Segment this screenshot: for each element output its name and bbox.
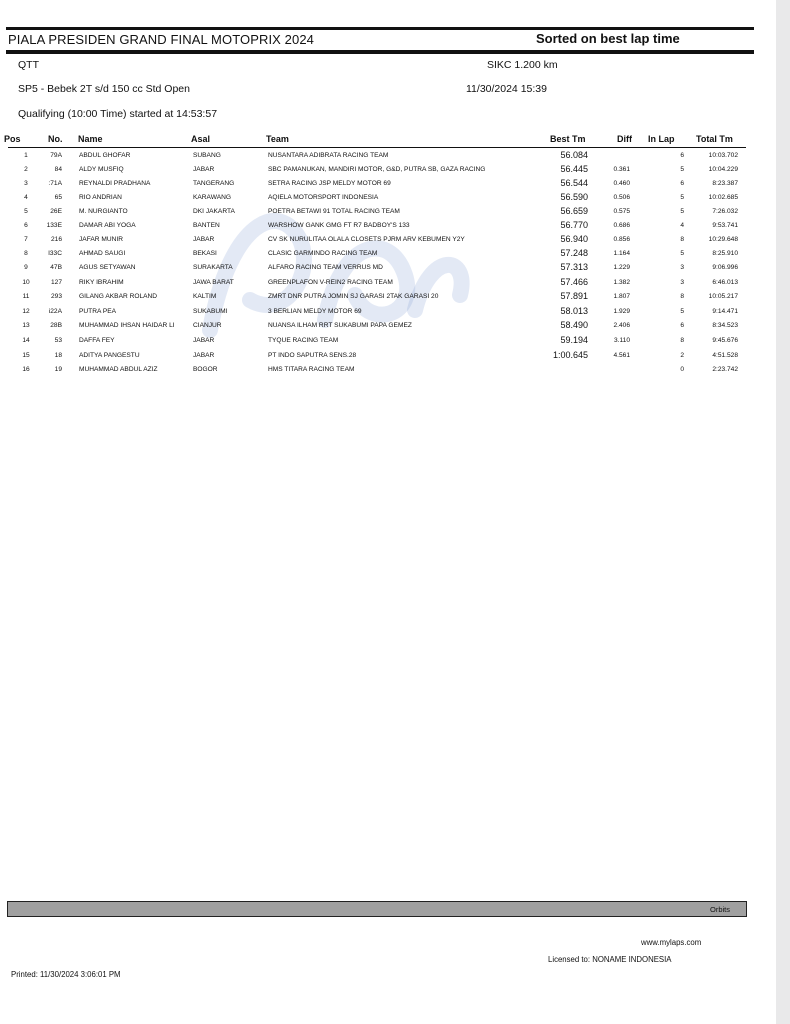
cell-best: 56.544 <box>560 178 588 188</box>
cell-pos: 15 <box>22 352 30 359</box>
cell-diff: 1.164 <box>613 250 630 257</box>
table-row <box>0 320 760 334</box>
cell-name: PUTRA PEA <box>79 308 117 315</box>
top-rule <box>6 27 754 30</box>
cell-name: JAFAR MUNIR <box>79 236 123 243</box>
sort-label: Sorted on best lap time <box>536 31 680 46</box>
cell-team: GREENPLAFON V-REIN2 RACING TEAM <box>268 279 393 286</box>
cell-best: 57.466 <box>560 277 588 287</box>
cell-no: i22A <box>48 308 62 315</box>
cell-asal: JABAR <box>193 236 215 243</box>
cell-total: 9:45.676 <box>712 337 738 344</box>
cell-inlap: 8 <box>680 337 684 344</box>
cell-name: MUHAMMAD IHSAN HAIDAR LI <box>79 322 175 329</box>
cell-diff: 1.929 <box>613 308 630 315</box>
cell-name: DAFFA FEY <box>79 337 115 344</box>
cell-no: 65 <box>54 194 62 201</box>
cell-best: 57.248 <box>560 248 588 258</box>
cell-no: 47B <box>50 264 62 271</box>
cell-total: 8:34.523 <box>712 322 738 329</box>
cell-name: RIO ANDRIAN <box>79 194 122 201</box>
cell-name: ALDY MUSFIQ <box>79 166 124 173</box>
cell-team: SETRA RACING JSP MELDY MOTOR 69 <box>268 180 391 187</box>
cell-name: M. NURGIANTO <box>79 208 128 215</box>
cell-inlap: 4 <box>680 222 684 229</box>
printed-text: Printed: 11/30/2024 3:06:01 PM <box>11 970 121 979</box>
cell-team: SBC PAMANUKAN, MANDIRI MOTOR, G&D, PUTRA SB, GAZA RACING <box>268 166 486 173</box>
cell-team: ALFARO RACING TEAM VERRUS MD <box>268 264 383 271</box>
table-row <box>0 192 760 206</box>
cell-pos: 11 <box>22 293 30 300</box>
col-header-name: Name <box>78 134 103 144</box>
table-header-line <box>8 147 746 148</box>
cell-name: ADITYA PANGESTU <box>79 352 140 359</box>
license-text: Licensed to: NONAME INDONESIA <box>548 955 672 964</box>
cell-asal: SUKABUMI <box>193 308 228 315</box>
cell-name: MUHAMMAD ABDUL AZIZ <box>79 366 158 373</box>
cell-asal: JABAR <box>193 166 215 173</box>
table-row <box>0 220 760 234</box>
cell-inlap: 3 <box>680 279 684 286</box>
cell-pos: 13 <box>22 322 30 329</box>
cell-best: 56.445 <box>560 164 588 174</box>
cell-asal: BANTEN <box>193 222 220 229</box>
cell-name: REYNALDI PRADHANA <box>79 180 151 187</box>
class-name: SP5 - Bebek 2T s/d 150 cc Std Open <box>18 83 190 95</box>
cell-pos: 14 <box>22 337 30 344</box>
cell-inlap: 6 <box>680 152 684 159</box>
cell-diff: 0.575 <box>613 208 630 215</box>
cell-best: 56.590 <box>560 192 588 202</box>
cell-no: I33C <box>48 250 62 257</box>
cell-asal: JABAR <box>193 352 215 359</box>
cell-total: 2:23.742 <box>712 366 738 373</box>
cell-inlap: 5 <box>680 166 684 173</box>
cell-diff: 1.229 <box>613 264 630 271</box>
table-row <box>0 306 760 320</box>
cell-asal: CIANJUR <box>193 322 222 329</box>
cell-name: ABDUL GHOFAR <box>79 152 131 159</box>
cell-diff: 2.406 <box>613 322 630 329</box>
cell-asal: JAWA BARAT <box>193 279 234 286</box>
cell-no: 26E <box>50 208 62 215</box>
cell-diff: 0.361 <box>613 166 630 173</box>
cell-name: RIKY IBRAHIM <box>79 279 124 286</box>
cell-best: 56.770 <box>560 220 588 230</box>
cell-inlap: 2 <box>680 352 684 359</box>
col-header-total: Total Tm <box>696 134 733 144</box>
table-row <box>0 248 760 262</box>
cell-inlap: 8 <box>680 236 684 243</box>
col-header-diff: Diff <box>617 134 632 144</box>
cell-best: 58.490 <box>560 320 588 330</box>
cell-no: 293 <box>50 293 62 300</box>
website-link[interactable]: www.mylaps.com <box>641 938 702 947</box>
cell-asal: KALTIM <box>193 293 217 300</box>
table-row <box>0 364 760 378</box>
table-row <box>0 335 760 349</box>
cell-no: 127 <box>50 279 62 286</box>
cell-asal: TANGERANG <box>193 180 235 187</box>
cell-no: 79A <box>50 152 62 159</box>
cell-pos: 12 <box>22 308 30 315</box>
cell-name: DAMAR ABI YOGA <box>79 222 136 229</box>
cell-diff: 0.686 <box>613 222 630 229</box>
cell-total: 9:14.471 <box>712 308 738 315</box>
cell-asal: SURAKARTA <box>193 264 233 271</box>
table-row <box>0 206 760 220</box>
cell-best: 57.891 <box>560 291 588 301</box>
cell-team: WARSHOW GANK GMG FT R7 BADBOY'S 133 <box>268 222 410 229</box>
cell-pos: 3 <box>24 180 28 187</box>
cell-inlap: 6 <box>680 322 684 329</box>
cell-total: 9:06.996 <box>712 264 738 271</box>
footer-bar-label: Orbits <box>709 905 730 914</box>
cell-best: 59.194 <box>560 335 588 345</box>
table-row <box>0 234 760 248</box>
cell-pos: 1 <box>24 152 28 159</box>
cell-diff: 0.856 <box>613 236 630 243</box>
cell-no: 28B <box>50 322 62 329</box>
table-row <box>0 178 760 192</box>
cell-pos: 16 <box>22 366 30 373</box>
cell-name: AGUS SETYAWAN <box>79 264 136 271</box>
table-row <box>0 291 760 305</box>
cell-pos: 5 <box>24 208 28 215</box>
cell-team: ZMRT DNR PUTRA JOMIN SJ GARASI 2TAK GARASI 20 <box>268 293 439 300</box>
cell-total: 10:03.702 <box>708 152 738 159</box>
cell-team: TYQUE RACING TEAM <box>268 337 339 344</box>
cell-no: 84 <box>54 166 62 173</box>
cell-best: 56.084 <box>560 150 588 160</box>
cell-name: AHMAD SAUGI <box>79 250 126 257</box>
session-info: Qualifying (10:00 Time) started at 14:53:57 <box>18 108 218 120</box>
cell-pos: 2 <box>24 166 28 173</box>
col-header-inlap: In Lap <box>648 134 675 144</box>
cell-total: 10:04.229 <box>708 166 738 173</box>
cell-total: 8:25.910 <box>712 250 738 257</box>
cell-total: 10:02.685 <box>708 194 738 201</box>
cell-diff: 3.110 <box>613 337 630 344</box>
cell-team: NUSANTARA ADIBRATA RACING TEAM <box>268 152 389 159</box>
cell-asal: KARAWANG <box>193 194 231 201</box>
col-header-asal: Asal <box>191 134 211 144</box>
cell-asal: SUBANG <box>193 152 221 159</box>
table-row <box>0 350 760 364</box>
cell-asal: BOGOR <box>193 366 218 373</box>
cell-pos: 7 <box>24 236 28 243</box>
cell-total: 7:26.032 <box>712 208 738 215</box>
col-header-pos: Pos <box>4 134 21 144</box>
col-header-team: Team <box>266 134 289 144</box>
cell-inlap: 5 <box>680 308 684 315</box>
cell-asal: JABAR <box>193 337 215 344</box>
col-header-best: Best Tm <box>550 134 586 144</box>
cell-diff: 4.561 <box>613 352 630 359</box>
cell-pos: 9 <box>24 264 28 271</box>
col-header-no: No. <box>48 134 63 144</box>
cell-team: CV SK NURULITAA OLALA CLOSETS PJRM ARV KEBUMEN Y2Y <box>268 236 465 243</box>
table-row <box>0 277 760 291</box>
cell-team: NUANSA ILHAM RRT SUKABUMI PAPA GEMEZ <box>268 322 412 329</box>
header-rule <box>6 50 754 54</box>
cell-inlap: 5 <box>680 250 684 257</box>
cell-team: AQIELA MOTORSPORT INDONESIA <box>268 194 379 201</box>
cell-asal: BEKASI <box>193 250 217 257</box>
cell-no: 19 <box>54 366 62 373</box>
cell-name: GILANG AKBAR ROLAND <box>79 293 158 300</box>
cell-total: 10:05.217 <box>708 293 738 300</box>
cell-asal: DKI JAKARTA <box>193 208 235 215</box>
cell-best: 58.013 <box>560 306 588 316</box>
cell-best: 56.940 <box>560 234 588 244</box>
cell-inlap: 5 <box>680 194 684 201</box>
cell-pos: 4 <box>24 194 28 201</box>
cell-inlap: 3 <box>680 264 684 271</box>
circuit-info: SIKC 1.200 km <box>487 59 558 71</box>
event-title: PIALA PRESIDEN GRAND FINAL MOTOPRIX 2024 <box>8 32 314 47</box>
cell-no: 18 <box>54 352 62 359</box>
cell-inlap: 0 <box>680 366 684 373</box>
cell-diff: 1.382 <box>613 279 630 286</box>
table-row <box>0 262 760 276</box>
footer-bar <box>7 901 747 917</box>
cell-diff: 1.807 <box>613 293 630 300</box>
cell-team: CLASIC GARMINDO RACING TEAM <box>268 250 378 257</box>
cell-pos: 6 <box>24 222 28 229</box>
report-date-time: 11/30/2024 15:39 <box>466 83 547 95</box>
cell-no: 216 <box>50 236 62 243</box>
scrollbar-strip[interactable] <box>776 0 790 1024</box>
cell-team: 3 BERLIAN MELDY MOTOR 69 <box>268 308 362 315</box>
cell-team: PT INDO SAPUTRA SENS.28 <box>268 352 357 359</box>
cell-no: 53 <box>54 337 62 344</box>
cell-pos: 10 <box>22 279 30 286</box>
cell-best: 57.313 <box>560 262 588 272</box>
cell-total: 4:51.528 <box>712 352 738 359</box>
cell-best: 1:00.645 <box>552 350 588 360</box>
cell-diff: 0.506 <box>613 194 630 201</box>
cell-total: 8:23.387 <box>712 180 738 187</box>
cell-inlap: 5 <box>680 208 684 215</box>
cell-total: 6:46.013 <box>712 279 738 286</box>
session-code: QTT <box>18 59 39 71</box>
cell-diff: 0.460 <box>613 180 630 187</box>
cell-no: 133E <box>46 222 62 229</box>
cell-best: 56.659 <box>560 206 588 216</box>
cell-inlap: 8 <box>680 293 684 300</box>
cell-team: HMS TITARA RACING TEAM <box>268 366 355 373</box>
table-row <box>0 164 760 178</box>
cell-total: 10:29.648 <box>708 236 738 243</box>
cell-total: 9:53.741 <box>712 222 738 229</box>
table-row <box>0 150 760 164</box>
cell-no: :71A <box>48 180 62 187</box>
cell-pos: 8 <box>24 250 28 257</box>
cell-team: POETRA BETAWI 91 TOTAL RACING TEAM <box>268 208 400 215</box>
cell-inlap: 6 <box>680 180 684 187</box>
